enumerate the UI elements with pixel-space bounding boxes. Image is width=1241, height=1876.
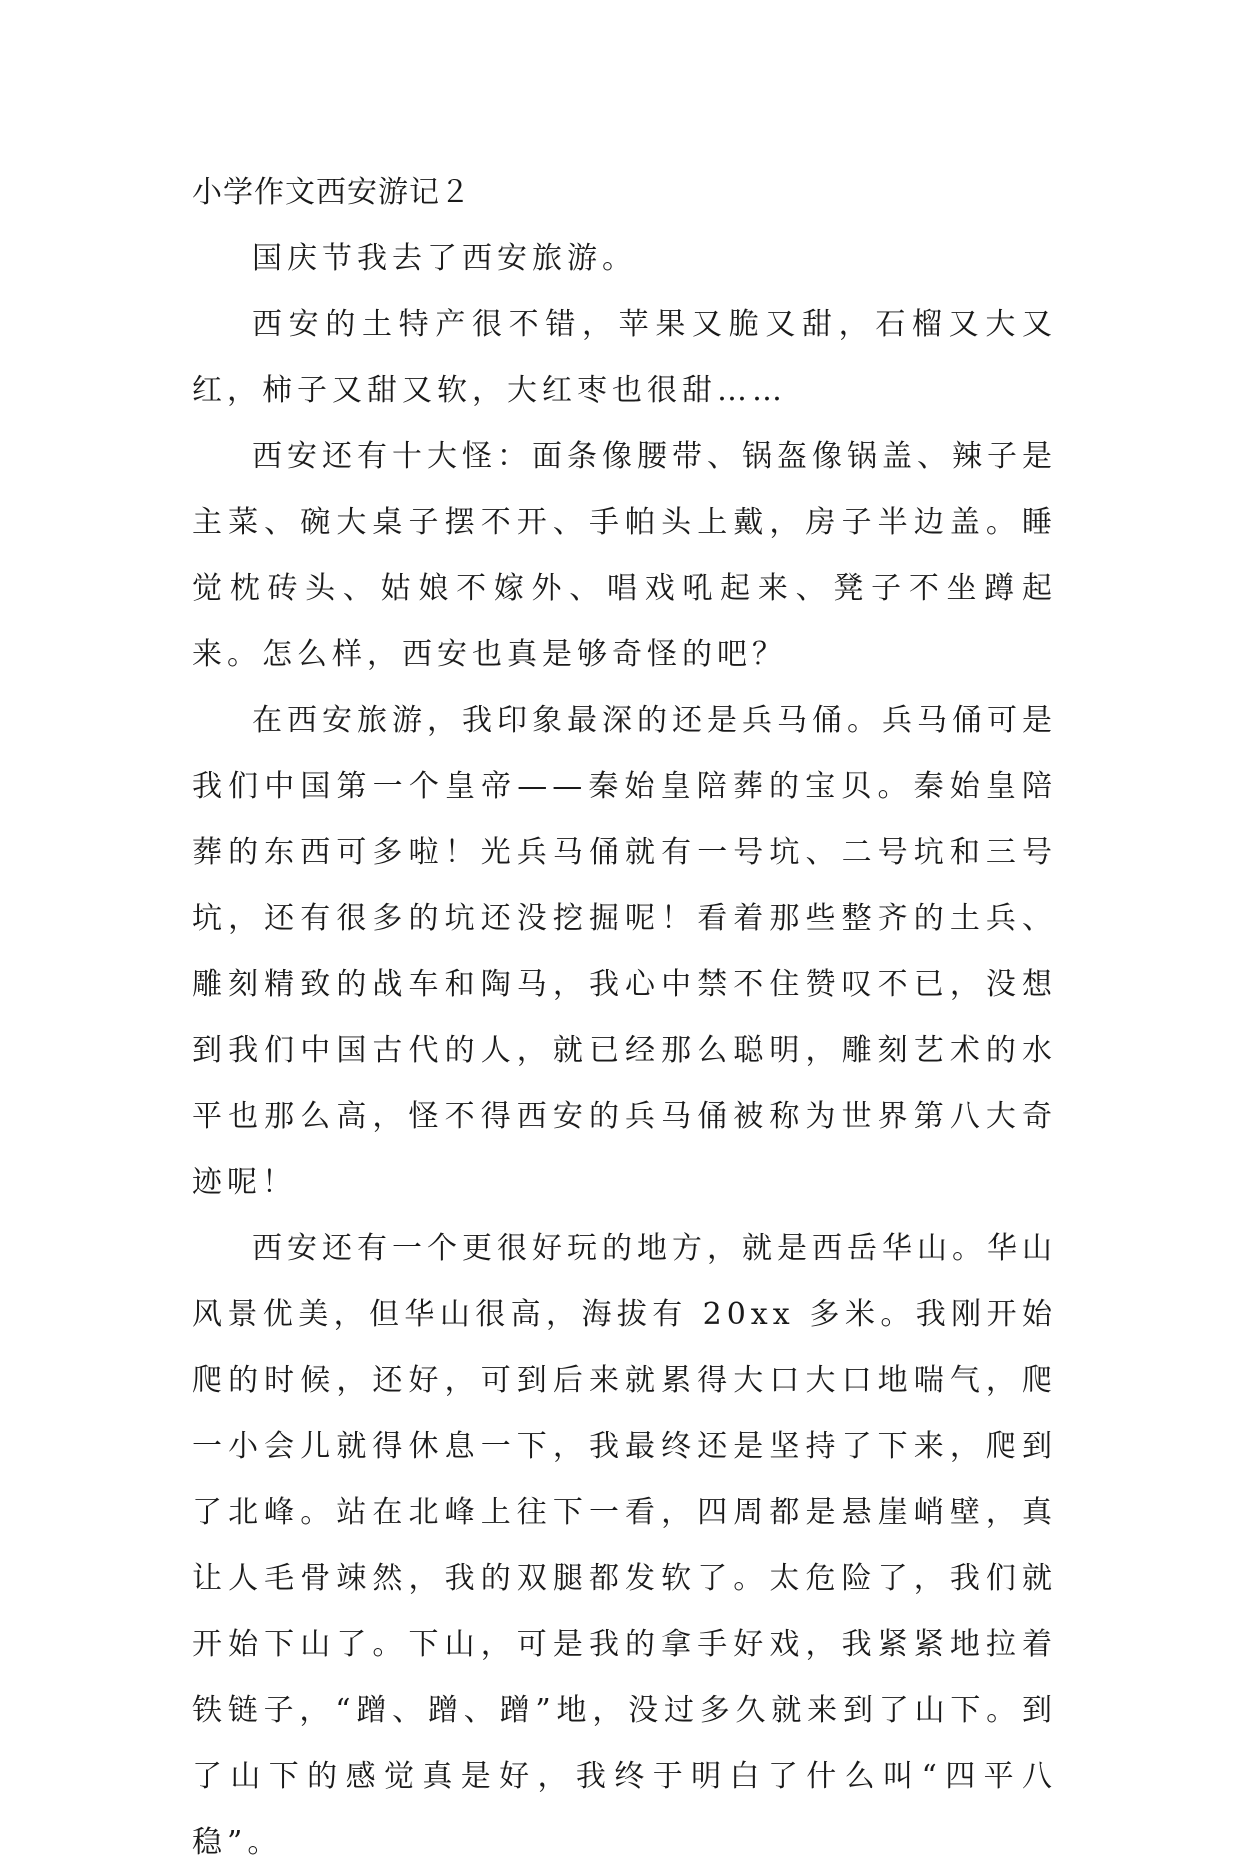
paragraph-national-day: 国庆节我去了西安旅游。 bbox=[252, 241, 637, 276]
paragraph-ten-oddities: 西安还有十大怪：面条像腰带、锅盔像锅盖、辣子是主菜、碗大桌子摆不开、手帕头上戴，房子半边盖。睡觉枕砖头、姑娘不嫁外、唱戏吼起来、凳子不坐蹲起来。怎么样，西安也真是够奇怪的吧？ bbox=[192, 439, 1057, 672]
paragraph-mount-hua: 西安还有一个更很好玩的地方，就是西岳华山。华山风景优美，但华山很高，海拔有 20xx 多米。我刚开始爬的时候，还好，可到后来就累得大口大口地喘气，爬一小会儿就得休息一下，我最终还是坚持了下来，爬到了北峰。站在北峰上往下一看，四周都是悬崖峭壁，真让人毛骨竦然，我的双腿都发软了。太危险了，我们就开始下山了。下山，可是我的拿手好戏，我紧紧地拉着铁链子，“蹭、蹭、蹭”地，没过多久就来到了山下。到了山下的感觉真是好，我终于明白了什么叫“四平八稳”。 bbox=[192, 1231, 1057, 1860]
document-body bbox=[192, 160, 1057, 1876]
paragraph-local-specialties: 西安的土特产很不错，苹果又脆又甜，石榴又大又红，柿子又甜又软，大红枣也很甜…… bbox=[192, 307, 1057, 408]
paragraph-terracotta-army: 在西安旅游，我印象最深的还是兵马俑。兵马俑可是我们中国第一个皇帝——秦始皇陪葬的宝贝。秦始皇陪葬的东西可多啦！光兵马俑就有一号坑、二号坑和三号坑，还有很多的坑还没挖掘呢！看着那些整齐的土兵、雕刻精致的战车和陶马，我心中禁不住赞叹不已，没想到我们中国古代的人，就已经那么聪明，雕刻艺术的水平也那么高，怪不得西安的兵马俑被称为世界第八大奇迹呢！ bbox=[192, 703, 1057, 1200]
document-title: 小学作文西安游记２ bbox=[192, 175, 471, 210]
